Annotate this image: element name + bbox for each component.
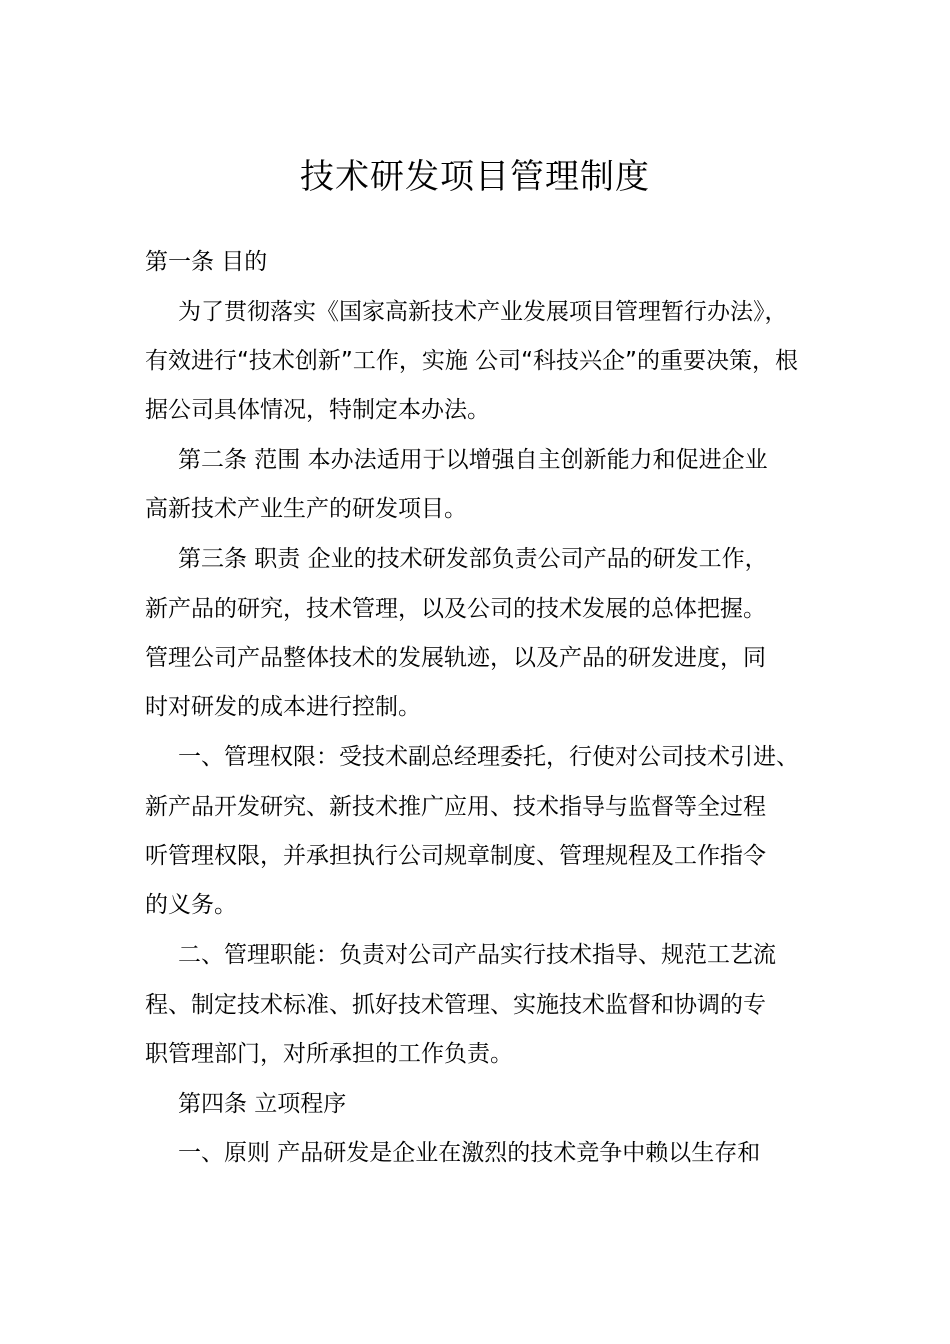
paragraph-line: 听管理权限，并承担执行公司规章制度、管理规程及工作指令 — [145, 843, 766, 869]
paragraph-line: 新产品开发研究、新技术推广应用、技术指导与监督等全过程 — [145, 794, 766, 820]
article-2-line: 第二条 范围 本办法适用于以增强自主创新能力和促进企业 — [178, 447, 768, 473]
paragraph-line: 的义务。 — [145, 892, 237, 918]
article-4-heading: 第四条 立项程序 — [178, 1091, 347, 1117]
paragraph-line: 职管理部门，对所承担的工作负责。 — [145, 1041, 513, 1067]
item-2-line: 二、管理职能：负责对公司产品实行技术指导、规范工艺流 — [178, 942, 776, 968]
paragraph-line: 新产品的研究，技术管理，以及公司的技术发展的总体把握。 — [145, 596, 766, 622]
item-1-line: 一、管理权限：受技术副总经理委托，行使对公司技术引进、 — [178, 744, 799, 770]
article-1-heading: 第一条 目的 — [145, 249, 268, 275]
paragraph-line: 据公司具体情况，特制定本办法。 — [145, 397, 490, 423]
principle-line: 一、原则 产品研发是企业在激烈的技术竞争中赖以生存和 — [178, 1140, 761, 1166]
paragraph-line: 程、制定技术标准、抓好技术管理、实施技术监督和协调的专 — [145, 992, 766, 1018]
document-title: 技术研发项目管理制度 — [300, 157, 650, 197]
article-3-line: 第三条 职责 企业的技术研发部负责公司产品的研发工作， — [178, 546, 768, 572]
paragraph-line: 高新技术产业生产的研发项目。 — [145, 496, 467, 522]
paragraph-line: 为了贯彻落实《国家高新技术产业发展项目管理暂行办法》， — [178, 299, 788, 325]
paragraph-line: 时对研发的成本进行控制。 — [145, 694, 421, 720]
paragraph-line: 有效进行“技术创新”工作，实施 公司“科技兴企”的重要决策，根 — [145, 348, 798, 374]
paragraph-line: 管理公司产品整体技术的发展轨迹，以及产品的研发进度，同 — [145, 645, 766, 671]
